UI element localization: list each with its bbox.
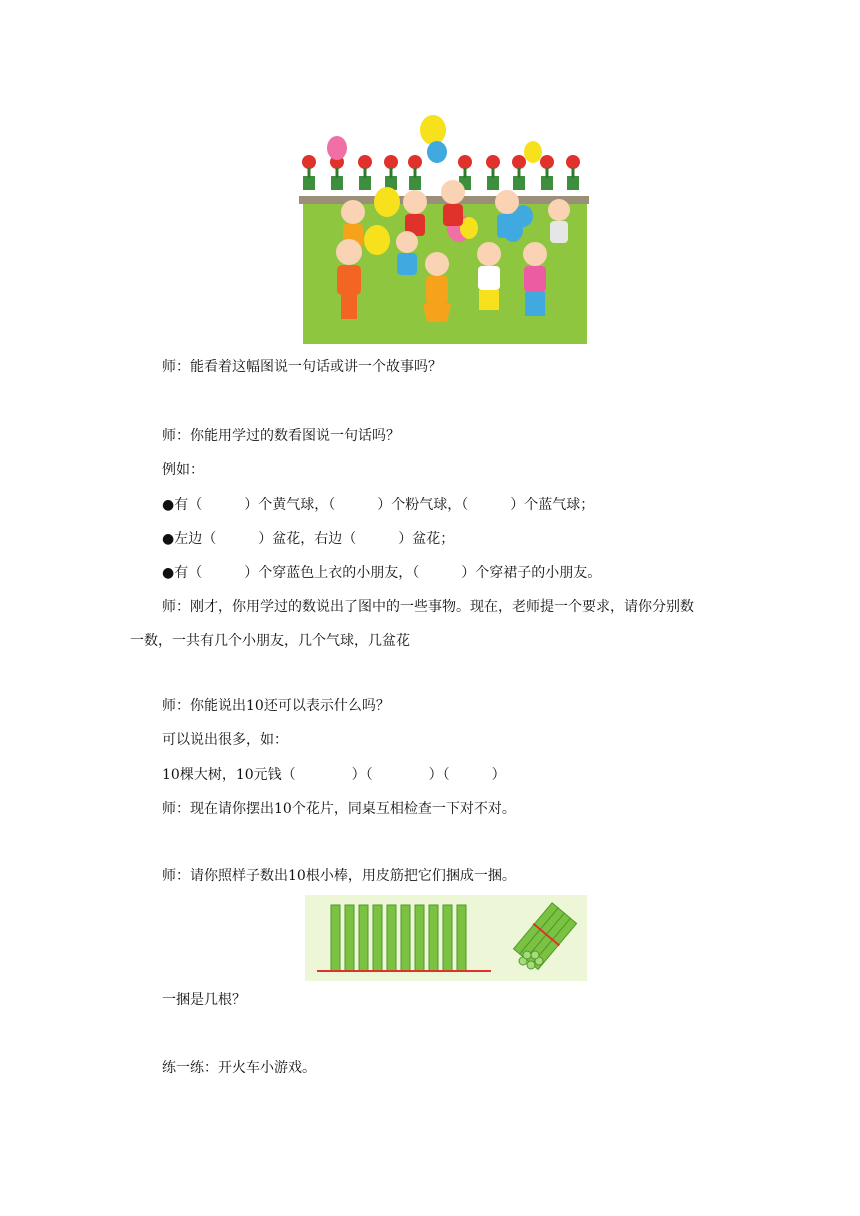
paragraph-5: ●左边（ ）盆花，右边（ ）盆花； bbox=[162, 531, 455, 547]
children-balloons-illustration bbox=[297, 112, 593, 346]
paragraph-11: 师：现在请你摆出10个花片，同桌互相检查一下对不对。 bbox=[162, 801, 516, 817]
paragraph-6: ●有（ ）个穿蓝色上衣的小朋友，（ ）个穿裙子的小朋友。 bbox=[162, 565, 602, 581]
paragraph-13: 一捆是几根？ bbox=[162, 992, 246, 1008]
sticks-bundle-illustration bbox=[305, 895, 587, 981]
paragraph-7a: 师：刚才，你用学过的数说出了图中的一些事物。现在，老师提一个要求，请你分别数 bbox=[162, 599, 694, 615]
paragraph-1: 师：能看着这幅图说一句话或讲一个故事吗？ bbox=[162, 359, 442, 375]
paragraph-12: 师：请你照样子数出10根小棒，用皮筋把它们捆成一捆。 bbox=[162, 868, 516, 884]
paragraph-10: 10棵大树，10元钱（ ）（ ）（ ） bbox=[162, 767, 506, 783]
paragraph-4: ●有（ ）个黄气球，（ ）个粉气球，（ ）个蓝气球； bbox=[162, 497, 595, 513]
paragraph-14: 练一练：开火车小游戏。 bbox=[162, 1060, 316, 1076]
paragraph-7b: 一数，一共有几个小朋友，几个气球，几盆花 bbox=[130, 633, 410, 649]
paragraph-9: 可以说出很多，如： bbox=[162, 732, 288, 748]
paragraph-8: 师：你能说出10还可以表示什么吗？ bbox=[162, 698, 390, 714]
paragraph-3: 例如： bbox=[162, 462, 204, 478]
paragraph-2: 师：你能用学过的数看图说一句话吗？ bbox=[162, 428, 400, 444]
